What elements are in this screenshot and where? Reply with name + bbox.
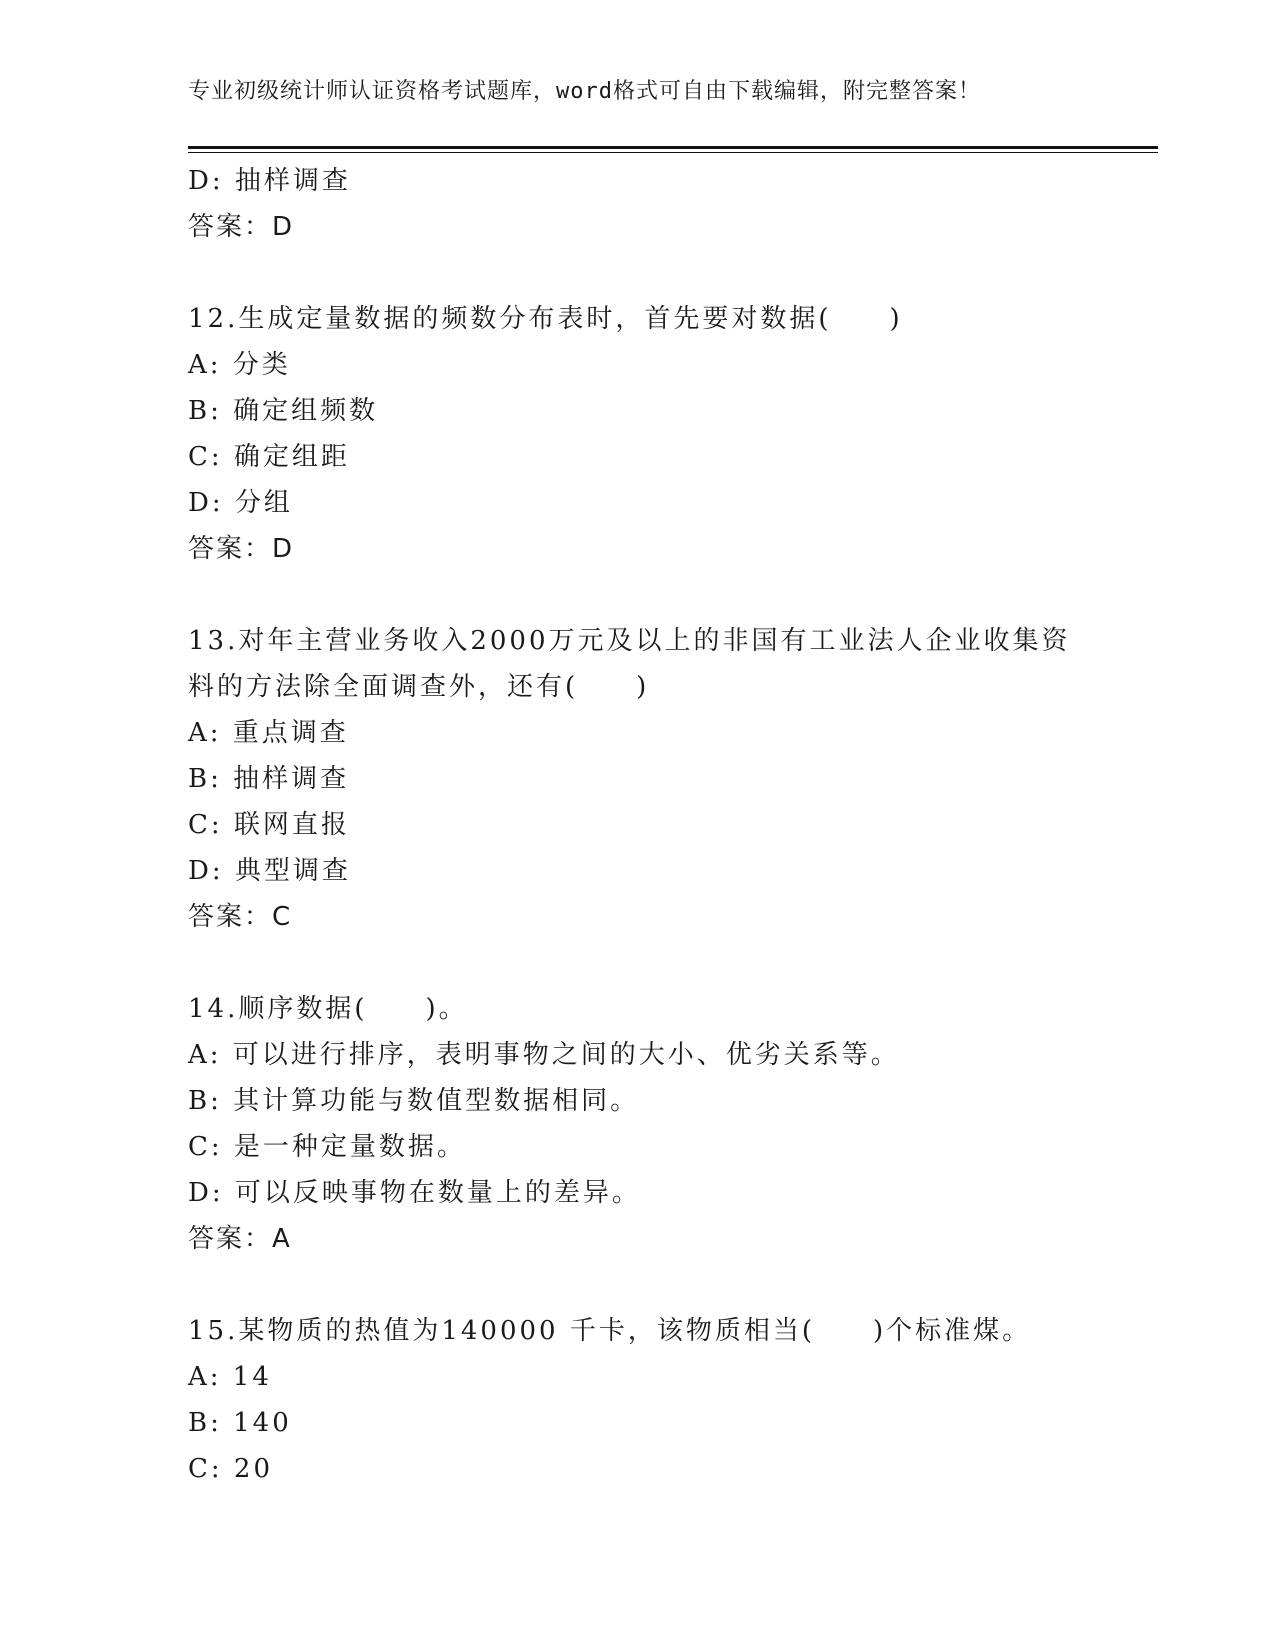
option-b: B: 确定组频数 <box>188 396 379 426</box>
answer-line: 答案：D <box>188 212 295 242</box>
page-header: 专业初级统计师认证资格考试题库，word格式可自由下载编辑，附完整答案！ <box>188 79 981 104</box>
option-a: A: 可以进行排序，表明事物之间的大小、优劣关系等。 <box>188 1040 900 1070</box>
option-b: B: 其计算功能与数值型数据相同。 <box>188 1086 640 1116</box>
answer-line: 答案：D <box>188 534 295 564</box>
question-13 <box>188 618 1088 940</box>
option-b: B: 抽样调查 <box>188 764 350 794</box>
question-stem: 15.某物质的热值为140000 千卡，该物质相当( )个标准煤。 <box>188 1316 1032 1346</box>
question-stem: 12.生成定量数据的频数分布表时，首先要对数据( ) <box>188 304 903 334</box>
option-a: A: 14 <box>188 1362 272 1392</box>
question-stem: 14.顺序数据( )。 <box>188 994 468 1024</box>
question-14 <box>188 986 1088 1262</box>
option-a: A: 分类 <box>188 350 291 380</box>
question-15 <box>188 1308 1088 1492</box>
option-c: C: 联网直报 <box>188 810 350 840</box>
option-b: B: 140 <box>188 1408 292 1438</box>
header-rule-thin <box>188 152 1158 153</box>
option-d: D: 抽样调查 <box>188 166 351 196</box>
option-c: C: 是一种定量数据。 <box>188 1132 466 1162</box>
header-rule-thick <box>188 146 1158 149</box>
question-12 <box>188 296 1088 572</box>
question-stem-continued: 料的方法除全面调查外，还有( ) <box>188 672 650 702</box>
option-a: A: 重点调查 <box>188 718 349 748</box>
option-c: C: 确定组距 <box>188 442 350 472</box>
option-d: D: 分组 <box>188 488 293 518</box>
answer-line: 答案：A <box>188 1224 292 1254</box>
question-stem: 13.对年主营业务收入2000万元及以上的非国有工业法人企业收集资 <box>188 626 1071 656</box>
answer-line: 答案：C <box>188 902 293 932</box>
option-d: D: 典型调查 <box>188 856 351 886</box>
option-c: C: 20 <box>188 1454 274 1484</box>
document-body <box>188 158 1088 1492</box>
question-11-tail <box>188 158 1088 250</box>
option-d: D: 可以反映事物在数量上的差异。 <box>188 1178 641 1208</box>
